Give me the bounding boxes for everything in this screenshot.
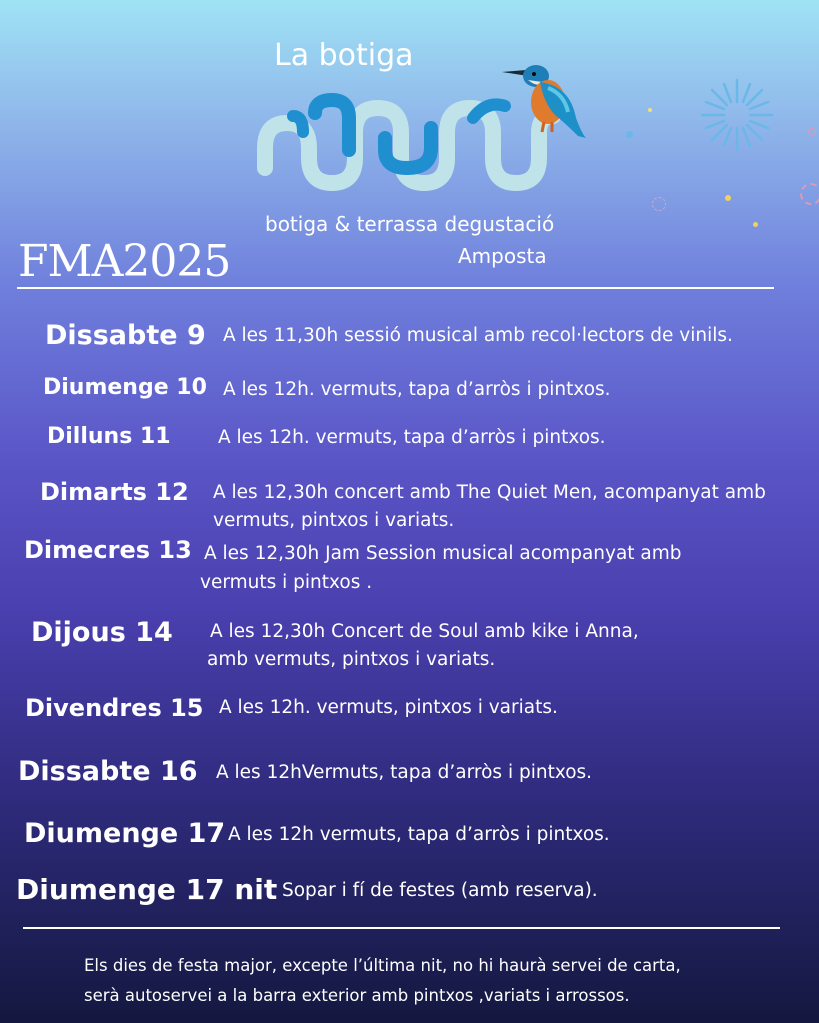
schedule-desc: A les 12h. vermuts, pintxos i variats.	[219, 697, 558, 718]
decor-dot	[652, 197, 666, 211]
schedule-desc-cont: vermuts i pintxos .	[200, 572, 373, 593]
bottom-divider	[23, 927, 780, 929]
schedule-day: Dissabte 16	[18, 756, 198, 787]
footer-line: Els dies de festa major, excepte l’última nit, no hi haurà servei de carta,	[84, 956, 681, 975]
decor-dot	[808, 128, 816, 136]
firework-sparkle-icon	[692, 70, 782, 160]
schedule-desc: A les 12,30h concert amb The Quiet Men, acompanyat amb	[213, 482, 766, 503]
decor-dot	[800, 183, 819, 205]
schedule-desc: A les 12,30h Concert de Soul amb kike i Anna,	[210, 621, 639, 642]
schedule-day: Dijous 14	[31, 617, 173, 648]
schedule-day: Dimarts 12	[40, 478, 189, 506]
schedule-desc: A les 11,30h sessió musical amb recol·lectors de vinils.	[223, 325, 733, 346]
edition-title: FMA2025	[18, 236, 231, 287]
schedule-day: Diumenge 10	[43, 375, 207, 400]
schedule-day: Dimecres 13	[24, 536, 192, 564]
schedule-desc: A les 12h. vermuts, tapa d’arròs i pintxos.	[223, 379, 611, 400]
schedule-desc: A les 12hVermuts, tapa d’arròs i pintxos.	[216, 762, 593, 783]
brand-location: Amposta	[458, 244, 547, 268]
schedule-desc-cont: vermuts, pintxos i variats.	[213, 510, 455, 531]
schedule-desc: A les 12,30h Jam Session musical acompanyat amb	[204, 543, 682, 564]
schedule-day: Diumenge 17	[24, 818, 226, 849]
schedule-desc: Sopar i fí de festes (amb reserva).	[282, 880, 598, 901]
brand-title: La botiga	[274, 38, 414, 73]
schedule-desc: A les 12h vermuts, tapa d’arròs i pintxos.	[228, 824, 610, 845]
footer-note	[84, 951, 681, 1011]
schedule-desc: A les 12h. vermuts, tapa d’arròs i pintxos.	[218, 427, 606, 448]
schedule-desc-cont: amb vermuts, pintxos i variats.	[207, 649, 496, 670]
schedule-day: Diumenge 17 nit	[16, 873, 278, 906]
decor-dot	[753, 222, 758, 227]
top-divider	[17, 287, 774, 289]
decor-dot	[725, 195, 731, 201]
footer-line: serà autoservei a la barra exterior amb pintxos ,variats i arrossos.	[84, 986, 630, 1005]
kingfisher-bird-icon	[498, 52, 593, 142]
decor-dot	[626, 131, 633, 138]
brand-subtitle: botiga & terrassa degustació	[265, 212, 555, 236]
decor-dot	[648, 108, 652, 112]
schedule-day: Dilluns 11	[47, 424, 171, 449]
schedule-day: Divendres 15	[25, 694, 204, 722]
schedule-day: Dissabte 9	[45, 320, 206, 351]
